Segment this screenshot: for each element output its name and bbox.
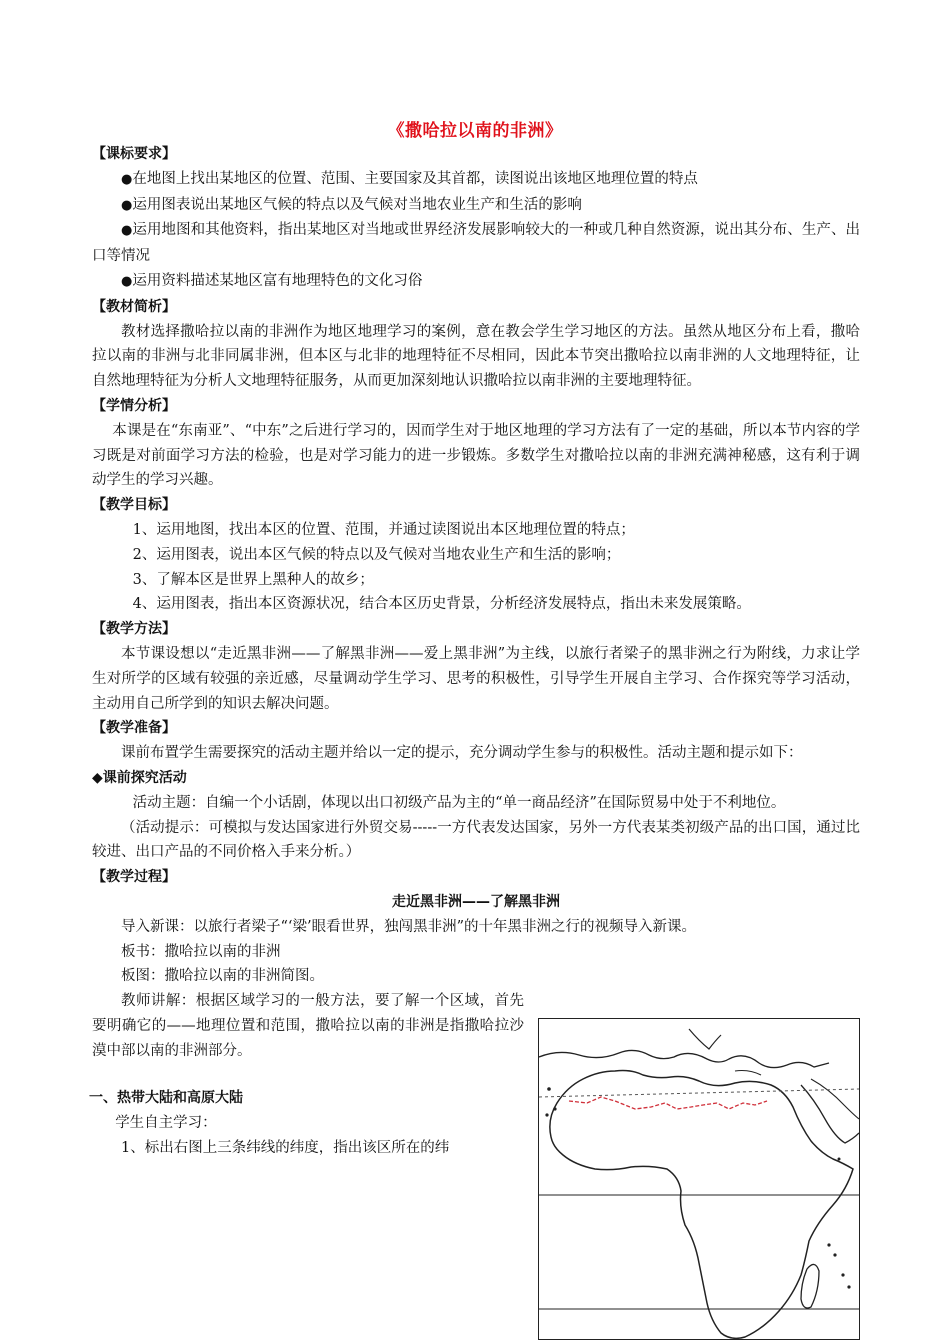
bullet-icon: ● <box>121 223 133 239</box>
list-item: 2、运用图表，说出本区气候的特点以及气候对当地农业生产和生活的影响； <box>132 546 621 563</box>
heading-teaching-methods: 【教学方法】 <box>92 621 176 638</box>
paragraph-activity-hint: （活动提示：可模拟与发达国家进行外贸交易-----一方代表发达国家，另外一方代表某类初级产品的出口国，通过比较进、出口产品的不同价格入手来分析。） <box>92 819 860 861</box>
subheading-pre-class-activity: ◆课前探究活动 <box>92 769 187 786</box>
task-item: 1、标出右图上三条纬线的纬度，指出该区所在的纬 <box>121 1140 450 1157</box>
heading-curriculum-requirements: 【课标要求】 <box>92 146 176 162</box>
crete-island <box>735 1071 761 1076</box>
paragraph-teacher-explanation: 教师讲解：根据区域学习的一般方法，要了解一个区域，首先要明确它的——地理位置和范围，撒哈拉以南的非洲是指撒哈拉沙漠中部以南的非洲部分。 <box>92 993 524 1059</box>
arabia-inner-coast <box>811 1079 859 1119</box>
island-dot <box>838 1158 841 1161</box>
bullet-icon: ● <box>121 273 133 289</box>
island-dot <box>841 1273 844 1276</box>
paragraph-teaching-preparation: 课前布置学生需要探究的活动主题并给以一定的提示，充分调动学生参与的积极性。活动主题和提示如下： <box>121 745 803 762</box>
list-item: ●在地图上找出某地区的位置、范围、主要国家及其首都，读图说出该地区地理位置的特点 <box>121 170 698 187</box>
heading-teaching-preparation: 【教学准备】 <box>92 720 176 737</box>
board-writing: 板书：撒哈拉以南的非洲 <box>121 943 281 960</box>
heading-teaching-objectives: 【教学目标】 <box>92 497 176 514</box>
island-dot <box>547 1087 551 1091</box>
page-title: 《撒哈拉以南的非洲》 <box>387 121 563 141</box>
africa-map-svg <box>539 1019 859 1339</box>
island-dot <box>847 1285 850 1288</box>
europe-coastline <box>539 1050 829 1067</box>
island-dot <box>833 1253 836 1256</box>
heading-learner-analysis: 【学情分析】 <box>92 397 176 414</box>
list-item: 4、运用图表，指出本区资源状况，结合本区历史背景，分析经济发展特点，指出未来发展策略。 <box>132 596 751 613</box>
heading-textbook-analysis: 【教材简析】 <box>92 298 176 315</box>
document-body <box>89 142 861 1161</box>
island-dot <box>827 1243 830 1246</box>
list-item: ●运用图表说出某地区气候的特点以及气候对当地农业生产和生活的影响 <box>121 196 582 213</box>
left-column <box>89 940 524 1161</box>
list-item: 1、运用地图，找出本区的位置、范围，并通过读图说出本区地理位置的特点； <box>132 521 635 538</box>
paragraph-activity-theme: 活动主题：自编一个小话剧，体现以出口初级产品为主的“单一商品经济”在国际贸易中处于不利地位。 <box>132 794 786 811</box>
heading-teaching-process: 【教学过程】 <box>92 869 176 886</box>
madagascar-island <box>801 1264 819 1308</box>
paragraph-textbook-analysis: 教材选择撒哈拉以南的非洲作为地区地理学习的案例，意在教会学生学习地区的方法。虽然从地区分布上看，撒哈拉以南的非洲与北非同属非洲，但本区与北非的地理特征不尽相同，因此本节突出撒哈拉以南非洲的人文地理特征，让自然地理特征为分析人文地理特征服务，从而更加深刻地认识撒哈拉以南非洲的主要地理特征。 <box>92 323 860 390</box>
island-dot <box>545 1113 548 1116</box>
sahara-boundary <box>569 1097 767 1109</box>
latitude-line-north <box>539 1089 859 1097</box>
center-heading: 走近黑非洲——了解黑非洲 <box>392 893 560 910</box>
paragraph-teaching-methods: 本节课设想以“走近黑非洲——了解黑非洲——爱上黑非洲”为主线，以旅行者梁子的黑非洲之行为附线，力求让学生对所学的区域有较强的亲近感，尽量调动学生学习、思考的积极性，引导学生开展自主学习、合作探究等学习活动，主动用自己所学到的知识去解决问题。 <box>92 645 860 712</box>
self-study-label: 学生自主学习： <box>115 1115 217 1132</box>
heading-part-one: 一、热带大陆和高原大陆 <box>89 1090 243 1107</box>
paragraph-intro: 导入新课：以旅行者梁子“‘梁’眼看世界，独闯黑非洲”的十年黑非洲之行的视频导入新课。 <box>121 918 697 935</box>
arabia-coastline <box>801 1085 859 1143</box>
list-item: 3、了解本区是世界上黑种人的故乡； <box>132 571 374 588</box>
board-drawing: 板图：撒哈拉以南的非洲简图。 <box>121 968 324 985</box>
africa-coastline <box>550 1071 853 1339</box>
italy-coastline <box>689 1029 721 1049</box>
bullet-icon: ● <box>121 197 133 213</box>
bullet-icon: ● <box>121 171 133 187</box>
paragraph-learner-analysis: 本课是在“东南亚”、“中东”之后进行学习的，因而学生对于地区地理的学习方法有了一定的基础，所以本节内容的学习既是对前面学习方法的检验，也是对学习能力的进一步锻炼。多数学生对撒哈拉以南的非洲充满神秘感，这有利于调动学生的学习兴趣。 <box>92 422 860 489</box>
list-item: ●运用资料描述某地区富有地理特色的文化习俗 <box>121 272 423 289</box>
island-dot <box>553 1107 556 1110</box>
list-item: ●运用地图和其他资料，指出某地区对当地或世界经济发展影响较大的一种或几种自然资源，说出其分布、生产、出口等情况 <box>92 222 861 265</box>
africa-outline-map <box>538 1018 860 1340</box>
